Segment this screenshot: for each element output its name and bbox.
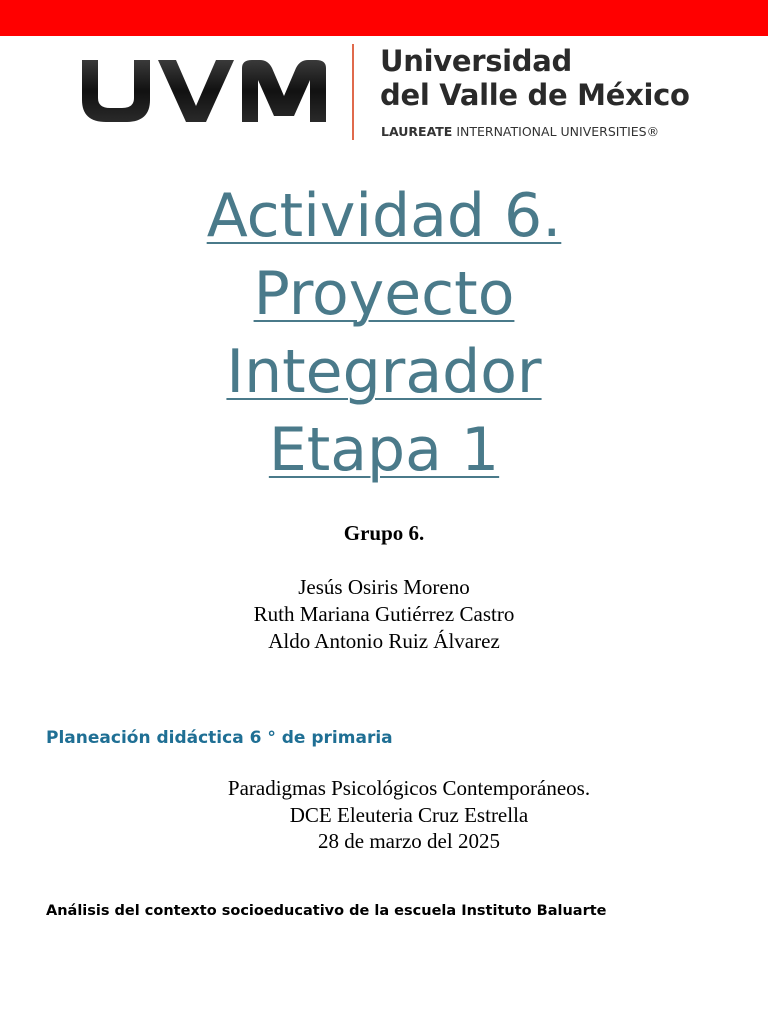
university-name-line2: del Valle de México: [380, 78, 690, 112]
title-line-3: Integrador: [226, 337, 542, 407]
title-line-1: Actividad 6.: [206, 181, 562, 251]
group-label: Grupo 6.: [343, 521, 425, 545]
course-date: 28 de marzo del 2025: [318, 829, 500, 853]
uvm-logo-mark: [78, 56, 328, 126]
university-name: [380, 44, 690, 112]
analysis-heading: Análisis del contexto socioeducativo de la escuela Instituto Baluarte: [46, 903, 607, 919]
laureate-tagline: [381, 124, 659, 139]
author-3: Aldo Antonio Ruiz Álvarez: [268, 629, 500, 653]
university-name-line1: Universidad: [380, 44, 572, 78]
author-2: Ruth Mariana Gutiérrez Castro: [253, 602, 515, 626]
top-red-bar: [0, 0, 768, 36]
title-line-2: Proyecto: [253, 259, 515, 329]
university-logo: [78, 42, 708, 146]
laureate-bold: LAUREATE: [381, 124, 453, 139]
course-info: [50, 775, 768, 855]
course-teacher: DCE Eleuteria Cruz Estrella: [289, 802, 529, 827]
laureate-rest: INTERNATIONAL UNIVERSITIES®: [452, 124, 660, 139]
logo-divider: [352, 44, 354, 140]
author-1: Jesús Osiris Moreno: [298, 575, 470, 599]
plan-heading: Planeación didáctica 6 ° de primaria: [46, 728, 393, 748]
course-subject: Paradigmas Psicológicos Contemporáneos.: [227, 776, 591, 800]
title-line-4: Etapa 1: [268, 415, 500, 485]
document-title: [0, 177, 768, 489]
author-list: [0, 574, 768, 655]
